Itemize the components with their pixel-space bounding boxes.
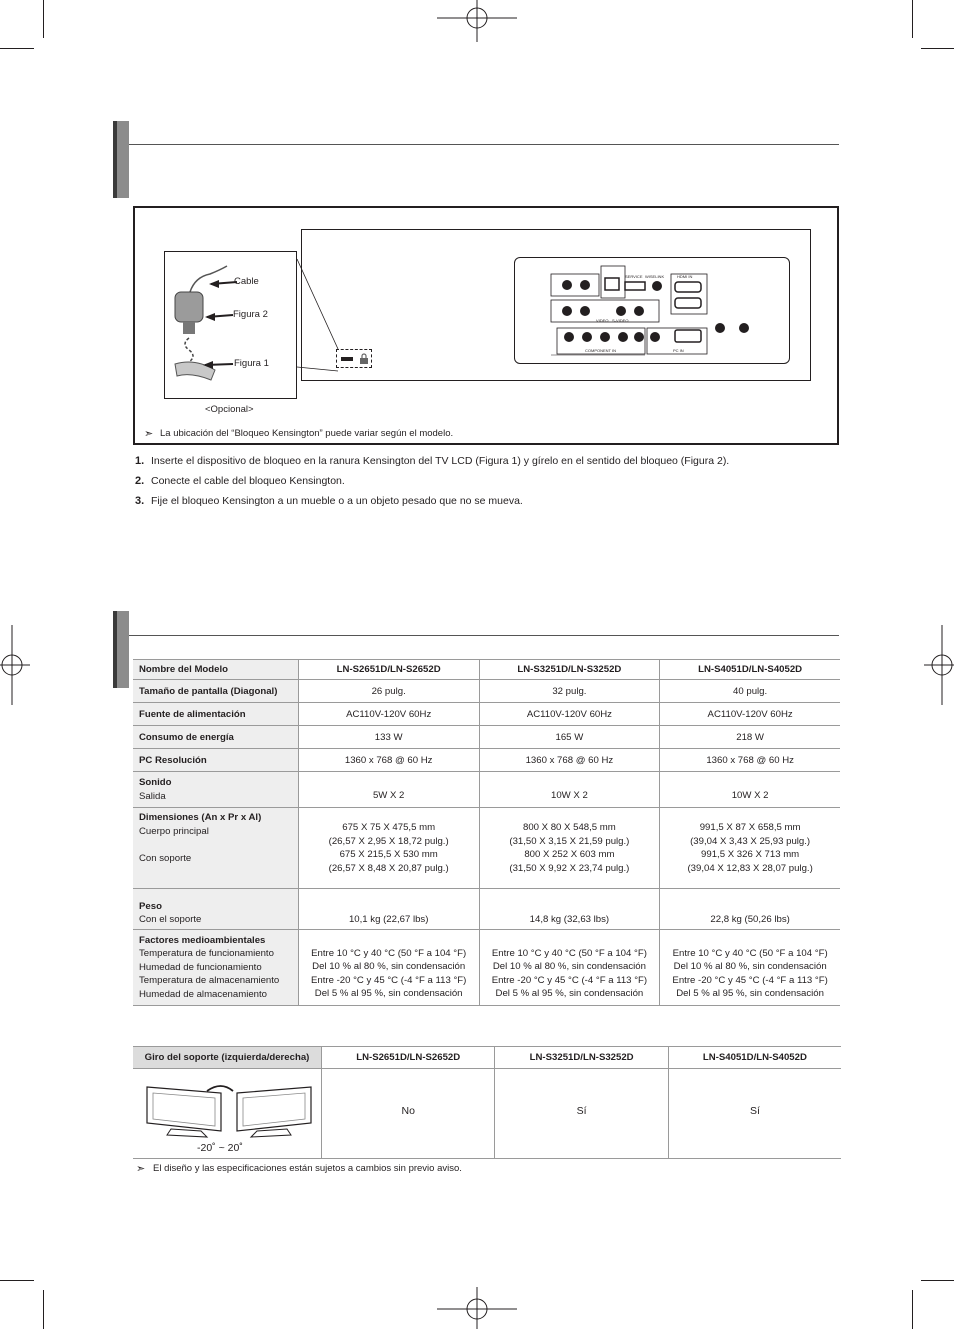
environment-sub: Humedad de funcionamiento xyxy=(139,961,262,973)
env-line: Del 10 % al 80 %, sin condensación xyxy=(673,961,827,972)
note-arrow-icon: ➣ xyxy=(144,428,154,440)
step-3 xyxy=(135,495,523,507)
cell-value xyxy=(660,930,840,1006)
label-figure1: Figura 1 xyxy=(234,358,269,369)
crop-mark xyxy=(43,1290,44,1329)
dim-line: (31,50 X 3,15 X 21,59 pulg.) xyxy=(509,835,630,847)
environment-label: Factores medioambientales xyxy=(139,934,266,946)
crop-mark xyxy=(912,1290,913,1329)
cell-value: No xyxy=(322,1069,495,1159)
cell-value xyxy=(660,808,840,889)
kensington-lock-drawing xyxy=(165,252,296,398)
footnote: El diseño y las especificaciones están sujetos a cambios sin previo aviso. xyxy=(153,1163,462,1174)
cell-value xyxy=(479,930,660,1006)
port-label-video: VIDEO xyxy=(596,318,609,323)
registration-mark-right xyxy=(924,625,954,705)
dim-line: 991,5 X 326 X 713 mm xyxy=(701,849,800,860)
env-line: Del 5 % al 95 %, sin condensación xyxy=(314,988,463,999)
specifications-table xyxy=(133,659,840,1006)
dim-line: (26,57 X 8,48 X 20,87 pulg.) xyxy=(328,862,449,874)
dim-line: (39,04 X 3,43 X 25,93 pulg.) xyxy=(690,835,811,847)
label-cable: Cable xyxy=(234,276,259,287)
dimensions-sub-stand: Con soporte xyxy=(139,852,192,864)
env-line: Del 10 % al 80 %, sin condensación xyxy=(492,961,646,972)
label-figure2: Figura 2 xyxy=(233,309,268,320)
cell-value: Sí xyxy=(668,1069,841,1159)
environment-sub: Temperatura de almacenamiento xyxy=(139,975,280,987)
cell-value: 10,1 kg (22,67 lbs) xyxy=(298,889,479,930)
env-line: Del 5 % al 95 %, sin condensación xyxy=(676,988,824,999)
table-row xyxy=(133,660,840,680)
table-row xyxy=(133,680,840,703)
crop-mark xyxy=(43,0,44,38)
table-row xyxy=(133,772,840,808)
row-label-dimensions xyxy=(133,808,298,889)
cell-value: AC110V-120V 60Hz xyxy=(479,703,660,726)
cell-value xyxy=(298,930,479,1006)
header-rotation: Giro del soporte (izquierda/derecha) xyxy=(133,1047,322,1069)
dim-line: (31,50 X 9,92 X 23,74 pulg.) xyxy=(509,862,630,874)
slot-opening xyxy=(341,357,353,361)
env-line: Del 5 % al 95 %, sin condensación xyxy=(495,988,644,999)
table-row xyxy=(133,889,840,930)
port-label-component: COMPONENT IN xyxy=(585,348,617,353)
kensington-illustration xyxy=(164,251,297,399)
step-text: Fije el bloqueo Kensington a un mueble o a un objeto pesado que no se mueva. xyxy=(151,495,523,507)
kensington-slot xyxy=(336,349,372,368)
dimensions-label: Dimensiones (An x Pr x Al) xyxy=(139,812,262,823)
port-label-service: SERVICE xyxy=(625,274,643,279)
header-model: LN-S2651D/LN-S2652D xyxy=(298,660,479,680)
header-model: LN-S4051D/LN-S4052D xyxy=(660,660,840,680)
table-row xyxy=(133,1069,841,1159)
cell-value: 5W X 2 xyxy=(298,772,479,808)
cell-value: Sí xyxy=(495,1069,668,1159)
dim-line: (26,57 X 2,95 X 18,72 pulg.) xyxy=(328,835,449,847)
row-label-resolution: PC Resolución xyxy=(133,749,298,772)
port-label-pc: PC IN xyxy=(673,348,684,353)
step-number: 3. xyxy=(135,495,145,507)
table-row xyxy=(133,930,840,1006)
cell-value: 133 W xyxy=(298,726,479,749)
section-rule-kensington xyxy=(129,144,839,145)
step-number: 2. xyxy=(135,475,145,487)
row-label-sound xyxy=(133,772,298,808)
dim-line: 675 X 75 X 475,5 mm xyxy=(342,822,436,833)
table-row xyxy=(133,1047,841,1069)
cell-value: 1360 x 768 @ 60 Hz xyxy=(660,749,840,772)
cell-value: 165 W xyxy=(479,726,660,749)
dim-line: 675 X 215,5 X 530 mm xyxy=(339,849,438,860)
env-line: Entre 10 °C y 40 °C (50 °F a 104 °F) xyxy=(491,947,647,959)
row-label-power: Fuente de alimentación xyxy=(133,703,298,726)
cell-value xyxy=(298,808,479,889)
step-number: 1. xyxy=(135,455,145,467)
stand-rotation-table xyxy=(133,1046,841,1159)
env-line: Entre -20 °C y 45 °C (-4 °F a 113 °F) xyxy=(672,974,828,986)
crop-mark xyxy=(0,48,34,49)
step-text: Conecte el cable del bloqueo Kensington. xyxy=(151,475,345,487)
section-bar-kensington xyxy=(113,121,129,198)
header-model: LN-S2651D/LN-S2652D xyxy=(322,1047,495,1069)
step-1 xyxy=(135,455,729,467)
sound-label: Sonido xyxy=(139,777,172,788)
env-line: Entre 10 °C y 40 °C (50 °F a 104 °F) xyxy=(311,947,467,959)
environment-sub: Temperatura de funcionamiento xyxy=(139,948,274,960)
label-optional: <Opcional> xyxy=(205,404,254,415)
cell-value: AC110V-120V 60Hz xyxy=(298,703,479,726)
section-bar-specifications xyxy=(113,611,129,688)
sound-sub: Salida xyxy=(139,790,166,802)
row-label-environment xyxy=(133,930,298,1006)
kensington-note: La ubicación del “Bloqueo Kensington” puede variar según el modelo. xyxy=(160,428,454,439)
row-label-consumption: Consumo de energía xyxy=(133,726,298,749)
dimensions-sub-body: Cuerpo principal xyxy=(139,825,209,837)
header-model: LN-S4051D/LN-S4052D xyxy=(668,1047,841,1069)
cell-value xyxy=(479,808,660,889)
step-2 xyxy=(135,475,345,487)
header-model: LN-S3251D/LN-S3252D xyxy=(479,660,660,680)
env-line: Entre -20 °C y 45 °C (-4 °F a 113 °F) xyxy=(310,974,467,986)
dim-line: (39,04 X 12,83 X 28,07 pulg.) xyxy=(687,862,813,874)
env-line: Entre 10 °C y 40 °C (50 °F a 104 °F) xyxy=(672,947,828,959)
registration-mark-bottom xyxy=(437,1287,517,1329)
port-label-hdmi: HDMI IN xyxy=(677,274,693,279)
cell-value: 40 pulg. xyxy=(660,680,840,703)
dim-line: 991,5 X 87 X 658,5 mm xyxy=(699,822,801,833)
cell-value: 1360 x 768 @ 60 Hz xyxy=(479,749,660,772)
row-label-weight xyxy=(133,889,298,930)
cell-value: 218 W xyxy=(660,726,840,749)
registration-mark-top xyxy=(437,0,517,42)
cell-value: 26 pulg. xyxy=(298,680,479,703)
env-line: Del 10 % al 80 %, sin condensación xyxy=(312,961,466,972)
cell-value: 10W X 2 xyxy=(479,772,660,808)
weight-label: Peso xyxy=(139,900,162,912)
table-row xyxy=(133,726,840,749)
weight-sub: Con el soporte xyxy=(139,914,202,925)
cell-value: 1360 x 768 @ 60 Hz xyxy=(298,749,479,772)
rotation-angle: -20˚ ~ 20˚ xyxy=(197,1142,243,1154)
tv-swivel-illustration xyxy=(141,1073,317,1145)
row-label-size: Tamaño de pantalla (Diagonal) xyxy=(133,680,298,703)
cell-value: 10W X 2 xyxy=(660,772,840,808)
table-row xyxy=(133,703,840,726)
rotation-illustration-cell xyxy=(133,1069,322,1159)
port-label-wiselink: WISELINK xyxy=(645,274,665,279)
note-arrow-icon: ➣ xyxy=(136,1163,146,1175)
step-text: Inserte el dispositivo de bloqueo en la ranura Kensington del TV LCD (Figura 1) y gírelo en el sentido del bloqueo (Figura 2). xyxy=(151,455,730,467)
crop-mark xyxy=(921,48,954,49)
registration-mark-left xyxy=(0,625,30,705)
env-line: Entre -20 °C y 45 °C (-4 °F a 113 °F) xyxy=(491,974,648,986)
lock-icon xyxy=(359,353,369,365)
cell-value: AC110V-120V 60Hz xyxy=(660,703,840,726)
table-row xyxy=(133,808,840,889)
environment-sub: Humedad de almacenamiento xyxy=(139,988,267,1000)
port-label-svideo: S-VIDEO xyxy=(612,318,629,323)
cell-value: 22,8 kg (50,26 lbs) xyxy=(660,889,840,930)
dim-line: 800 X 252 X 603 mm xyxy=(524,849,615,860)
crop-mark xyxy=(921,1280,954,1281)
cell-value: 32 pulg. xyxy=(479,680,660,703)
table-row xyxy=(133,749,840,772)
crop-mark xyxy=(912,0,913,38)
header-model: LN-S3251D/LN-S3252D xyxy=(495,1047,668,1069)
dim-line: 800 X 80 X 548,5 mm xyxy=(522,822,616,833)
section-rule-specifications xyxy=(129,635,839,636)
cell-value: 14,8 kg (32,63 lbs) xyxy=(479,889,660,930)
header-model-name: Nombre del Modelo xyxy=(133,660,298,680)
crop-mark xyxy=(0,1280,34,1281)
